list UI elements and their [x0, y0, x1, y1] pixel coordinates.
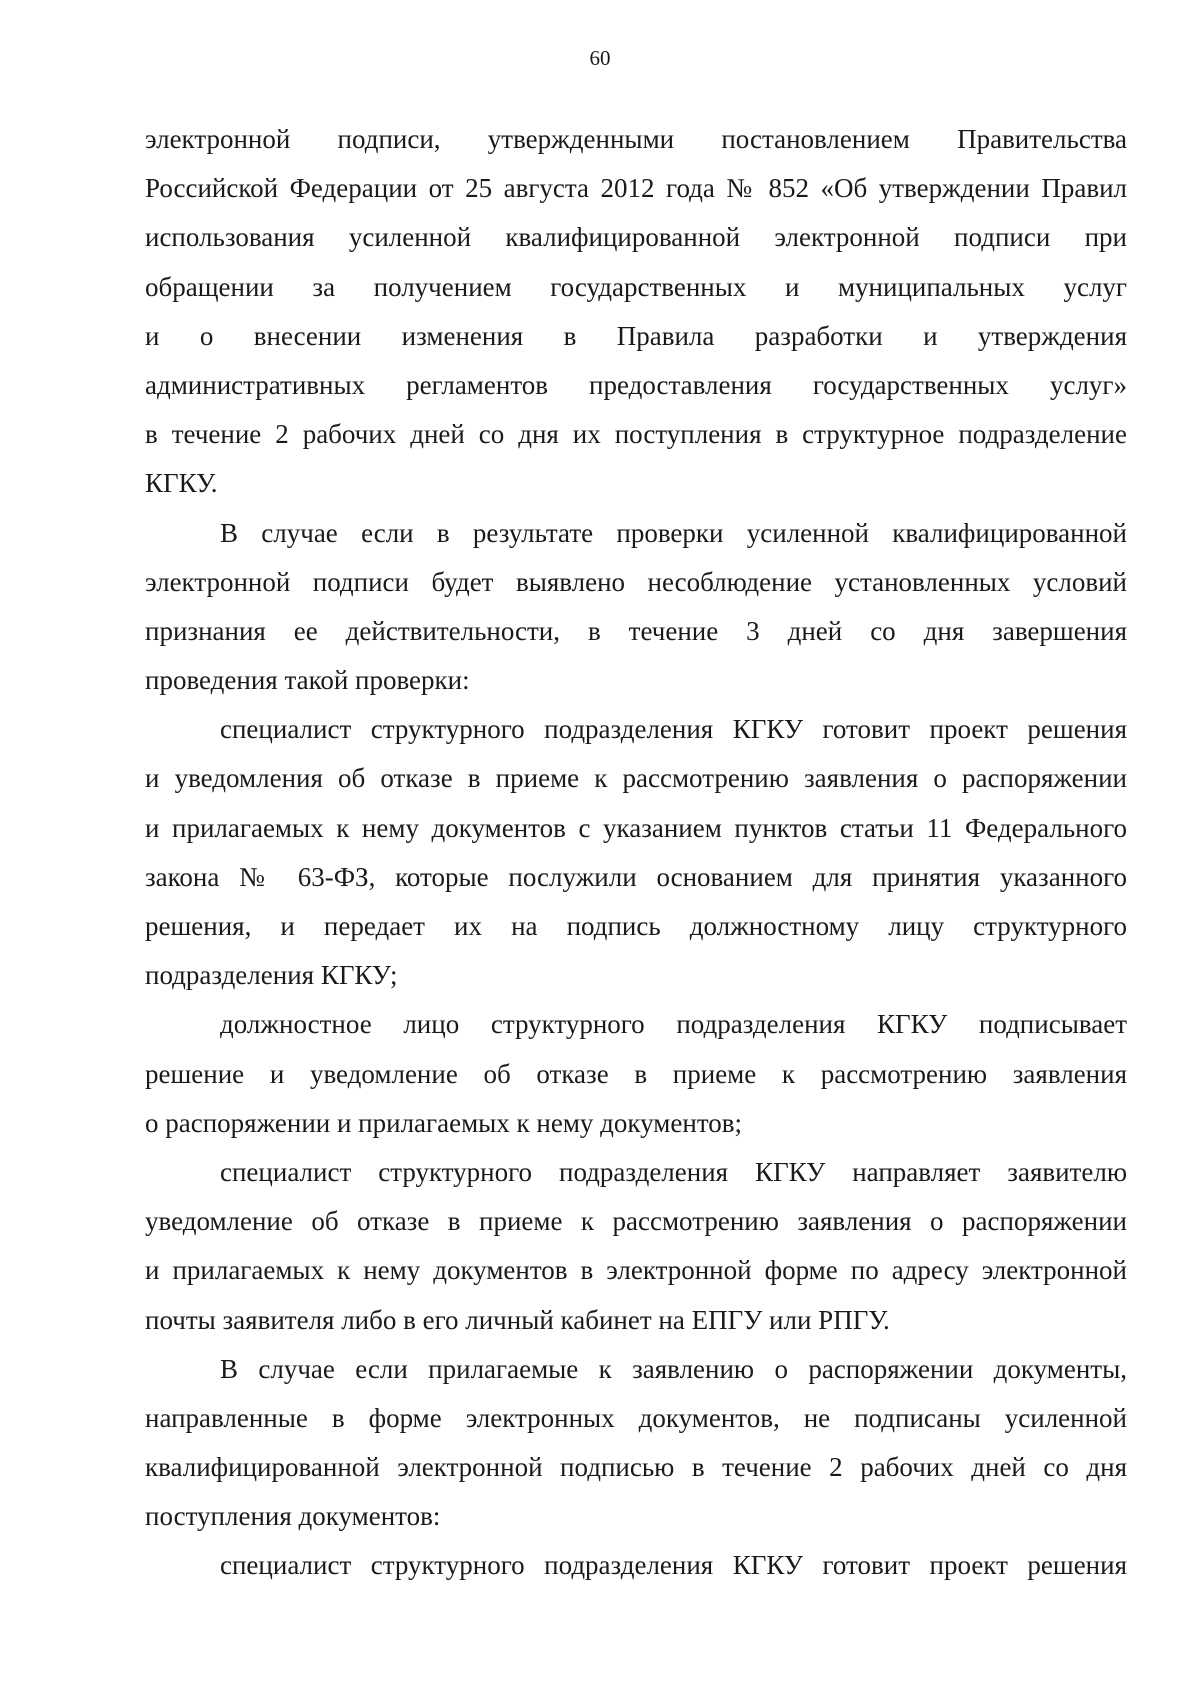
text-line: почты заявителя либо в его личный кабинет на ЕПГУ или РПГУ.: [145, 1304, 890, 1335]
text-line: КГКУ.: [145, 468, 218, 499]
text-line: и прилагаемых к нему документов в электронной форме по адресу электронной: [145, 1255, 1127, 1286]
document-body: [145, 115, 1127, 1591]
text-line: уведомление об отказе в приеме к рассмотрению заявления о распоряжении: [145, 1206, 1127, 1237]
text-line: подразделения КГКУ;: [145, 960, 398, 991]
text-line: в течение 2 рабочих дней со дня их поступления в структурное подразделение: [145, 419, 1127, 450]
text-line: специалист структурного подразделения КГКУ готовит проект решения: [220, 1550, 1127, 1581]
text-line: В случае если в результате проверки усиленной квалифицированной: [220, 517, 1127, 548]
text-line: направленные в форме электронных документов, не подписаны усиленной: [145, 1402, 1127, 1433]
text-line: электронной подписи будет выявлено несоблюдение установленных условий: [145, 566, 1127, 597]
text-line: поступления документов:: [145, 1501, 441, 1532]
text-line: использования усиленной квалифицированной электронной подписи при: [145, 222, 1127, 253]
paragraph: [145, 1000, 1127, 1148]
paragraph: [145, 115, 1127, 509]
text-line: электронной подписи, утвержденными постановлением Правительства: [145, 124, 1127, 154]
text-line: квалифицированной электронной подписью в течение 2 рабочих дней со дня: [145, 1452, 1127, 1483]
paragraph: [145, 509, 1127, 706]
text-line: административных регламентов предоставления государственных услуг»: [145, 369, 1127, 400]
text-line: решение и уведомление об отказе в приеме к рассмотрению заявления: [145, 1058, 1127, 1089]
paragraph: [145, 705, 1127, 1000]
text-line: проведения такой проверки:: [145, 665, 470, 696]
text-line: признания ее действительности, в течение 3 дней со дня завершения: [145, 615, 1127, 646]
text-line: обращении за получением государственных и муниципальных услуг: [145, 271, 1127, 302]
paragraph: [145, 1148, 1127, 1345]
paragraph: [145, 1345, 1127, 1542]
text-line: и уведомления об отказе в приеме к рассмотрению заявления о распоряжении: [145, 763, 1127, 794]
text-line: должностное лицо структурного подразделения КГКУ подписывает: [220, 1009, 1127, 1040]
text-line: В случае если прилагаемые к заявлению о распоряжении документы,: [220, 1353, 1127, 1384]
text-line: и прилагаемых к нему документов с указанием пунктов статьи 11 Федерального: [145, 812, 1127, 843]
text-line: Российской Федерации от 25 августа 2012 года № 852 «Об утверждении Правил: [145, 173, 1127, 204]
text-line: и о внесении изменения в Правила разработки и утверждения: [145, 320, 1127, 351]
paragraph: [145, 1541, 1127, 1590]
text-line: специалист структурного подразделения КГКУ направляет заявителю: [220, 1156, 1127, 1187]
text-line: закона № 63-ФЗ, которые послужили основанием для принятия указанного: [145, 861, 1127, 892]
text-line: решения, и передает их на подпись должностному лицу структурного: [145, 911, 1127, 941]
page-number: 60: [589, 46, 611, 70]
text-line: о распоряжении и прилагаемых к нему документов;: [145, 1107, 743, 1138]
text-line: специалист структурного подразделения КГКУ готовит проект решения: [220, 714, 1127, 745]
